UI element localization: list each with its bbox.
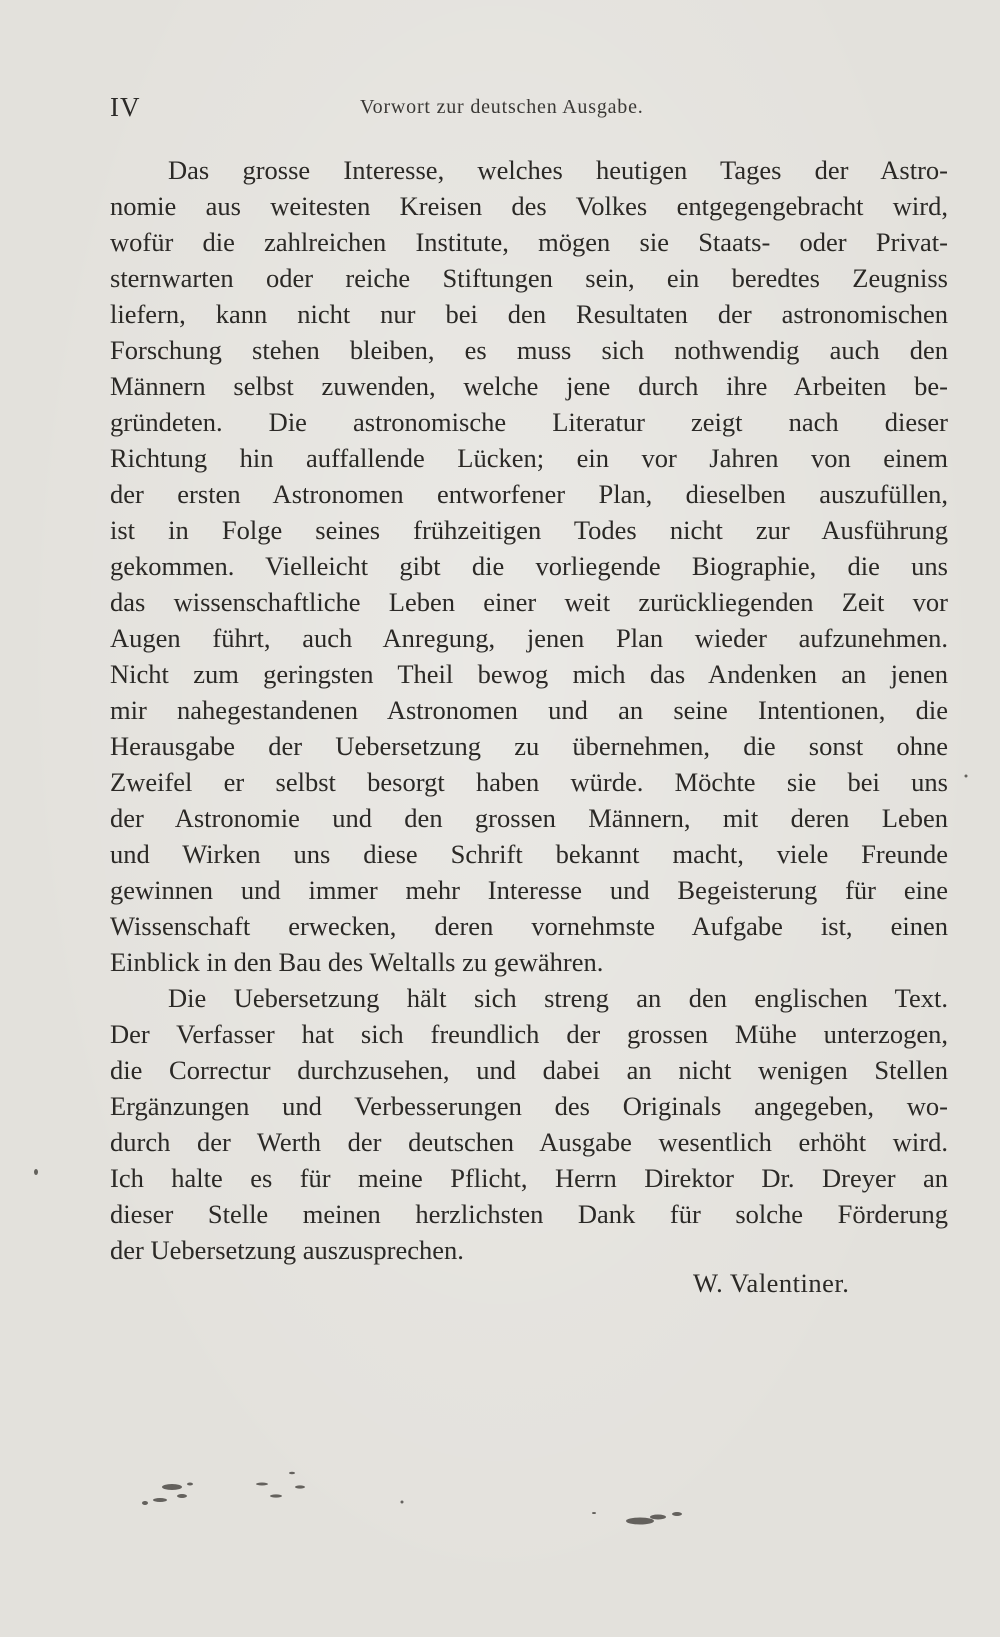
paragraph bbox=[110, 980, 948, 1268]
text-line: Einblick in den Bau des Weltalls zu gewähren. bbox=[110, 947, 604, 977]
text-line: wofür die zahlreichen Institute, mögen sie Staats- oder Privat- bbox=[110, 227, 948, 257]
text-line: mir nahegestandenen Astronomen und an seine Intentionen, die bbox=[110, 695, 948, 725]
text-line: liefern, kann nicht nur bei den Resultaten der astronomischen bbox=[110, 299, 948, 329]
text-line: der Uebersetzung auszusprechen. bbox=[110, 1235, 464, 1265]
text-line: gewinnen und immer mehr Interesse und Begeisterung für eine bbox=[110, 875, 948, 905]
text-line: dieser Stelle meinen herzlichsten Dank für solche Förderung bbox=[110, 1199, 948, 1229]
text-line: Das grosse Interesse, welches heutigen Tages der Astro- bbox=[168, 155, 948, 185]
body-text bbox=[110, 152, 948, 1268]
text-line: die Correctur durchzusehen, und dabei an nicht wenigen Stellen bbox=[110, 1055, 948, 1085]
page-number: IV bbox=[110, 92, 141, 122]
text-line: Herausgabe der Uebersetzung zu übernehmen, die sonst ohne bbox=[110, 731, 948, 761]
text-line: gründeten. Die astronomische Literatur zeigt nach dieser bbox=[110, 407, 948, 437]
text-line: Forschung stehen bleiben, es muss sich nothwendig auch den bbox=[110, 335, 948, 365]
text-line: Ich halte es für meine Pflicht, Herrn Direktor Dr. Dreyer an bbox=[110, 1163, 948, 1193]
running-head: Vorwort zur deutschen Ausgabe. bbox=[360, 96, 644, 118]
text-line: Der Verfasser hat sich freundlich der grossen Mühe unterzogen, bbox=[110, 1019, 948, 1049]
text-line: Männern selbst zuwenden, welche jene durch ihre Arbeiten be- bbox=[110, 371, 948, 401]
text-line: nomie aus weitesten Kreisen des Volkes entgegengebracht wird, bbox=[110, 191, 948, 221]
paragraph bbox=[110, 152, 948, 980]
text-line: gekommen. Vielleicht gibt die vorliegende Biographie, die uns bbox=[110, 551, 948, 581]
text-line: und Wirken uns diese Schrift bekannt macht, viele Freunde bbox=[110, 839, 948, 869]
text-line: Wissenschaft erwecken, deren vornehmste Aufgabe ist, einen bbox=[110, 911, 948, 941]
text-line: Die Uebersetzung hält sich streng an den englischen Text. bbox=[168, 983, 948, 1013]
text-line: Nicht zum geringsten Theil bewog mich das Andenken an jenen bbox=[110, 659, 948, 689]
text-line: der ersten Astronomen entworfener Plan, dieselben auszufüllen, bbox=[110, 479, 948, 509]
text-line: Ergänzungen und Verbesserungen des Originals angegeben, wo- bbox=[110, 1091, 948, 1121]
text-line: Augen führt, auch Anregung, jenen Plan wieder aufzunehmen. bbox=[110, 623, 948, 653]
text-line: ist in Folge seines frühzeitigen Todes nicht zur Ausführung bbox=[110, 515, 948, 545]
page-header bbox=[110, 92, 948, 132]
text-line: durch der Werth der deutschen Ausgabe wesentlich erhöht wird. bbox=[110, 1127, 948, 1157]
text-line: sternwarten oder reiche Stiftungen sein, ein beredtes Zeugniss bbox=[110, 263, 948, 293]
text-line: Zweifel er selbst besorgt haben würde. Möchte sie bei uns bbox=[110, 767, 948, 797]
text-line: das wissenschaftliche Leben einer weit zurückliegenden Zeit vor bbox=[110, 587, 948, 617]
text-line: Richtung hin auffallende Lücken; ein vor Jahren von einem bbox=[110, 443, 948, 473]
text-line: der Astronomie und den grossen Männern, mit deren Leben bbox=[110, 803, 948, 833]
signature: W. Valentiner. bbox=[693, 1268, 850, 1298]
